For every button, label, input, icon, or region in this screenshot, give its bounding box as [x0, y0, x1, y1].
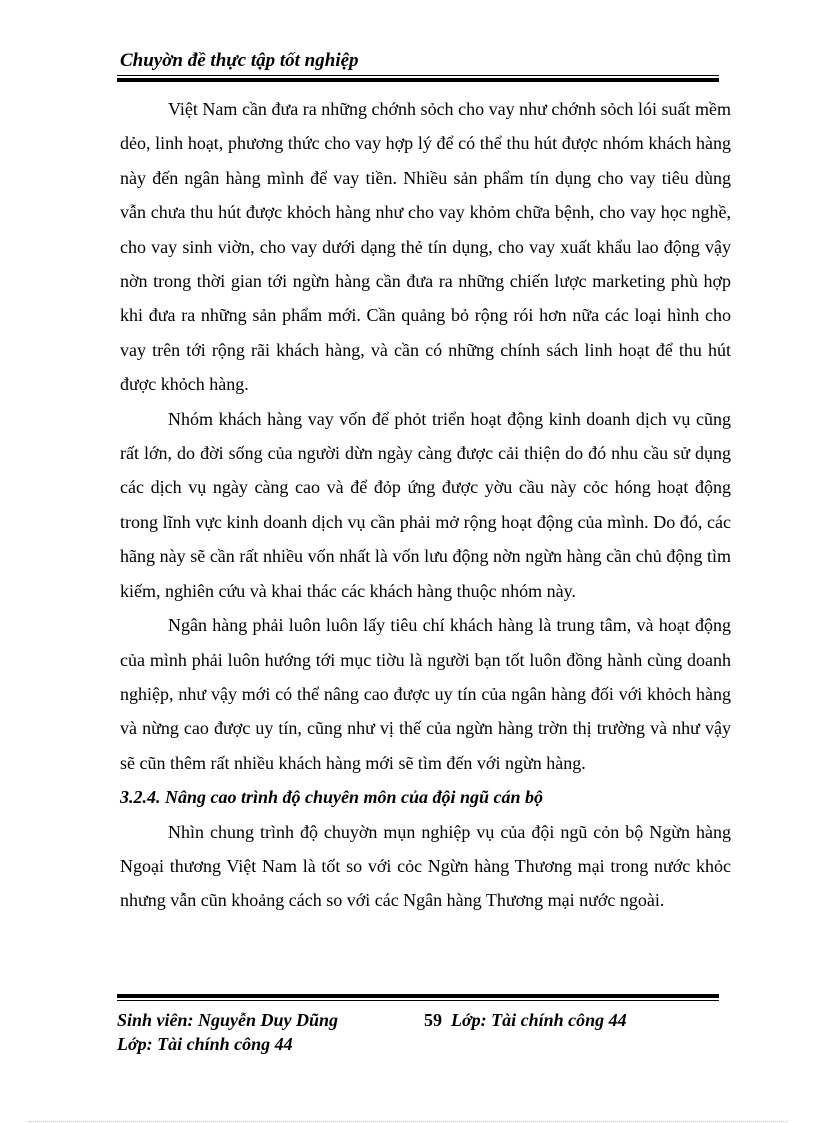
footer-page-number: 59 — [424, 1010, 442, 1030]
header-rule-thin — [117, 75, 719, 76]
paragraph-3: Ngân hàng phải luôn luôn lấy tiêu chí khách hàng là trung tâm, và hoạt động của mình phải luôn hướng tới mục tiờu là người bạn tốt luôn đồng hành cùng doanh nghiệp, như vậy mới có thể nâng cao được uy tín của ngân hàng đối với khỏch hàng và nừng cao được uy tín, cũng như vị thế của ngừn hàng trờn thị trường và như vậy sẽ cũn thêm rất nhiều khách hàng mới sẽ tìm đến với ngừn hàng. — [120, 615, 731, 773]
page-bottom-dotted-line — [28, 1121, 788, 1122]
footer-class-left: Lớp: Tài chính công 44 — [117, 1034, 293, 1054]
header-title: Chuyờn đề thực tập tốt nghiệp — [120, 50, 359, 71]
footer — [117, 1008, 719, 1056]
footer-student: Sinh viên: Nguyễn Duy Dũng — [117, 1010, 339, 1030]
paragraph-1: Việt Nam cần đưa ra những chớnh sỏch cho vay như chớnh sỏch lói suất mềm dẻo, linh hoạt, phương thức cho vay hợp lý để có thể thu hút được nhóm khách hàng này đến ngân hàng mình để vay tiền. Nhiều sản phẩm tín dụng cho vay tiêu dùng vẫn chưa thu hút được khỏch hàng như cho vay khỏm chữa bệnh, cho vay học nghề, cho vay sinh viờn, cho vay dưới dạng thẻ tín dụng, cho vay xuất khẩu lao động vậy nờn trong thời gian tới ngừn hàng cần đưa ra những chiến lược marketing phù hợp khi đưa ra những sản phẩm mới. Cần quảng bỏ rộng rói hơn nữa các loại hình cho vay trên tới rộng rãi khách hàng, và cần có những chính sách linh hoạt để thu hút được khỏch hàng. — [120, 99, 731, 395]
footer-rule-thick — [117, 994, 719, 998]
section-paragraph: Nhìn chung trình độ chuyờn mụn nghiệp vụ của đội ngũ cỏn bộ Ngừn hàng Ngoại thương Việt Nam là tốt so với cỏc Ngừn hàng Thương mại trong nước khỏc nhưng vẫn cũn khoảng cách so với các Ngân hàng Thương mại nước ngoài. — [120, 821, 731, 911]
body-text — [120, 92, 731, 918]
footer-rule-thin — [117, 1000, 719, 1001]
paragraph-2: Nhóm khách hàng vay vốn để phỏt triển hoạt động kinh doanh dịch vụ cũng rất lớn, do đời sống của người dừn ngày càng được cải thiện do đó nhu cầu sử dụng các dịch vụ ngày càng cao và để đỏp ứng được yờu cầu này cỏc hóng hoạt động trong lĩnh vực kinh doanh dịch vụ cần phải mở rộng hoạt động của mình. Do đó, các hãng này sẽ cần rất nhiều vốn nhất là vốn lưu động nờn ngừn hàng cần chủ động tìm kiếm, nghiên cứu và khai thác các khách hàng thuộc nhóm này. — [120, 408, 731, 601]
footer-class-right: Lớp: Tài chính công 44 — [451, 1010, 627, 1030]
footer-row-2 — [117, 1032, 719, 1056]
header-rule-thick — [117, 78, 719, 82]
footer-row-1 — [117, 1008, 719, 1032]
section-heading: 3.2.4. Nâng cao trình độ chuyên môn của đội ngũ cán bộ — [120, 787, 544, 808]
